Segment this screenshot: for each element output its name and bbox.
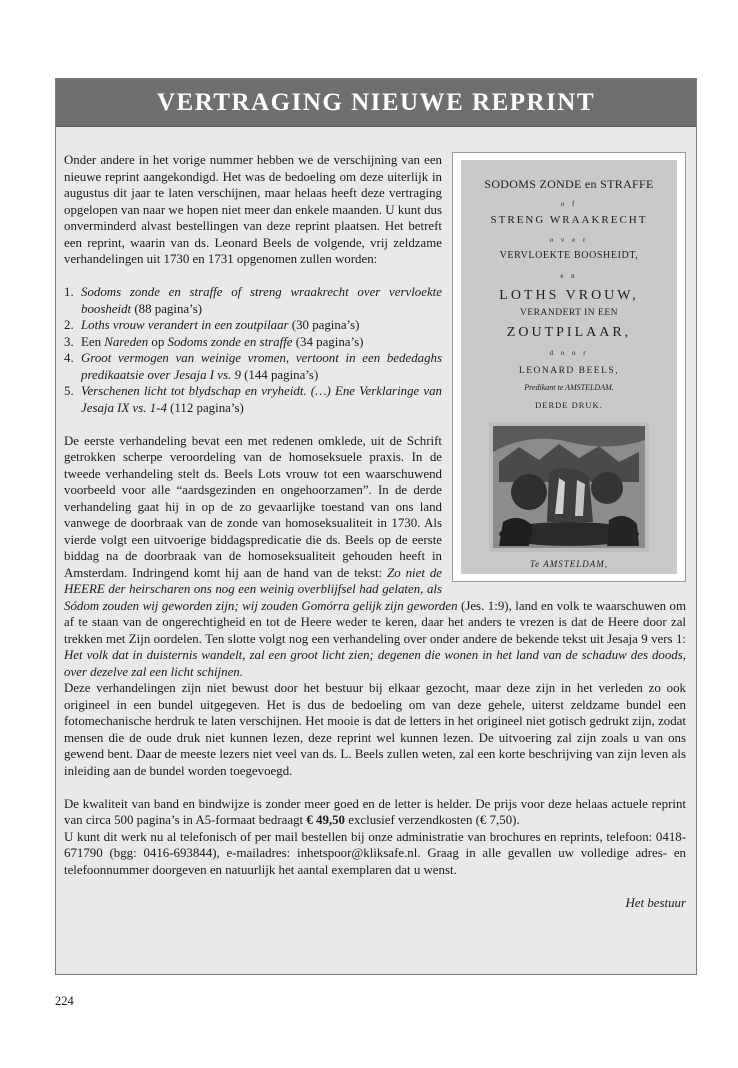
list-item: 2. Loths vrouw verandert in een zoutpilaar (30 pagina’s) xyxy=(64,318,360,332)
cover-title-line: LOTHS VROUW, xyxy=(499,288,639,303)
cover-small-line: o f xyxy=(560,199,578,208)
list-number: 2. xyxy=(64,318,74,332)
cover-author-title: Predikant te AMSTELDAM. xyxy=(524,382,614,392)
description-paragraph: De eerste verhandeling bevat een met redenen omklede, uit de Schrift getrokken scherpe veroordeling van de homoseksuele praxis. In de tweede verhandeling stelt ds. Beels Lots vrouw tot een waarschuwend voorbeeld voor alle “aardsgezinden en ongehoorzamen”. In de derde verhandeling gaat hij in op de zo gevaarlijke toestand van ons land vanwege de doorbraak van de zonde van homoseksualiteit in 1730. Als vierde volgt een uitvoerige biddagspredicatie die ds. Beels op de eerste biddag na de doorbraak van de homoseksualiteit gehouden heeft in Amsterdam. Indringend komt hij aan de hand van de tekst: Zo niet de HEERE der heirscharen ons nog een weinig overblijfsel had gelaten, als Sódom zouden wij geworden zijn; wij zouden Gomórra gelijk zijn geworden (Jes. 1:9), land en volk te waarschuwen om af te staan van de ongerechtigheid en tot de Heere weder te keren, daar het anders te vrezen is dat de Heere door zal trekken met Zijn oordelen. Ten slotte volgt nog een verhandeling over onder andere de bekende tekst uit Jesaja 9 vers 1: Het volk dat in duisternis wandelt, zal een groot licht zien; degenen die wonen in het land van de schaduw des doods, over dezelve zal een licht schijnen. xyxy=(64,433,686,679)
price-paragraph: De kwaliteit van band en bindwijze is zonder meer goed en de letter is helder. De prijs voor deze helaas actuele reprint van circa 500 pagina’s in A5-formaat bedraagt € 49,50 exclusief verzendkosten (€ 7,50). xyxy=(64,796,686,827)
cover-title-line: ZOUTPILAAR, xyxy=(506,325,632,340)
cover-imprint-printer xyxy=(467,572,671,574)
article-box xyxy=(55,78,697,975)
cover-title-line: STRENG WRAAKRECHT xyxy=(490,214,648,226)
cover-title-line: SODOMS ZONDE en STRAFFE xyxy=(484,177,654,191)
article-body xyxy=(56,127,696,911)
list-item: 3. Een Nareden op Sodoms zonde en straffe (34 pagina’s) xyxy=(64,334,364,349)
page-number: 224 xyxy=(55,994,74,1008)
cover-title-line: VERVLOEKTE BOOSHEIDT, xyxy=(499,250,639,261)
order-paragraph: U kunt dit werk nu al telefonisch of per mail bestellen bij onze administratie van brochures en reprints, telefoon: 0418-671790 (bgg: 0416-693844), e-mailadres: inhetspoor@kliksafe.nl. Graag in alle gevallen uw volledige adres- en telefoonnummer doorgeven en natuurlijk het aantal exemplaren dat u wenst. xyxy=(64,829,686,877)
cover-author: LEONARD BEELS, xyxy=(518,366,620,376)
cover-small-line: d o o r xyxy=(549,348,589,357)
cover-title-line: VERANDERT IN EEN xyxy=(519,307,619,318)
scripture-quote: Zo niet de HEERE der heirscharen ons nog een weinig overblijfsel had gelaten, als Sódom zouden wij geworden zijn; wij zouden Gomórra gelijk zijn geworden xyxy=(64,565,458,613)
list-item: 5. Verschenen licht tot blydschap en vryheidt. (…) Ene Verklaringe van Jesaja IX vs. 1-4 (112 pagina’s) xyxy=(64,384,442,415)
article-title: VERTRAGING NIEUWE REPRINT xyxy=(56,79,696,127)
list-number: 3. xyxy=(64,334,74,349)
list-item: 4. Groot vermogen van weinige vromen, vertoont in een bededaghs predikaatsie over Jesaja I vs. 9 (144 pagina’s) xyxy=(64,351,442,382)
cover-imprint-city: Te AMSTELDAM, xyxy=(529,558,608,569)
cover-edition: DERDE DRUK. xyxy=(535,400,603,410)
intro-paragraph: Onder andere in het vorige nummer hebben we de verschijning van een nieuwe reprint aangekondigd. Het was de bedoeling om deze uiterlijk in augustus dit jaar te laten verschijnen, maar helaas heeft deze vertraging opgelopen van naar we hopen niet meer dan enkele maanden. U kunt dus onverminderd alvast bestellingen van deze reprint plaatsen. Het betreft een reprint, waarin van ds. Leonard Beels de volgende, vrij zeldzame verhandelingen uit 1730 en 1731 opgenomen zullen worden: xyxy=(64,153,442,266)
scripture-quote: Het volk dat in duisternis wandelt, zal een groot licht zien; degenen die wonen in het land van de schaduw des doods, over dezelve zal een licht schijnen. xyxy=(64,648,686,679)
list-number: 1. xyxy=(64,285,74,299)
list-number: 4. xyxy=(64,351,74,365)
cover-small-line: e n xyxy=(560,271,578,280)
engraving-illustration xyxy=(489,422,649,552)
reprint-paragraph: Deze verhandelingen zijn niet bewust door het bestuur bij elkaar gezocht, maar deze zijn in het verleden zo ook origineel in een bundel uitgegeven. Het is dus de bedoeling om van deze gehele, uiterst zeldzame bundel een fotomechanische herdruk te laten verschijnen. Het mooie is dat de letters in het origineel niet gotisch gedrukt zijn, zodat mensen die de oude druk niet kunnen lezen, deze reprint wel kunnen lezen. De uitvoering zal zijn zoals u van ons gewend bent. Daar de meeste lezers niet veel van ds. L. Beels zullen weten, zal een korte beschrijving van zijn leven als inleiding aan de bundel worden toegevoegd. xyxy=(64,681,686,778)
cover-small-line: o v e r xyxy=(549,235,589,244)
list-number: 5. xyxy=(64,384,74,398)
list-item: 1. Sodoms zonde en straffe of streng wraakrecht over vervloekte boosheidt (88 pagina’s) xyxy=(64,285,442,316)
treatise-list xyxy=(64,284,686,416)
signature: Het bestuur xyxy=(625,895,686,910)
price: € 49,50 xyxy=(306,813,345,827)
